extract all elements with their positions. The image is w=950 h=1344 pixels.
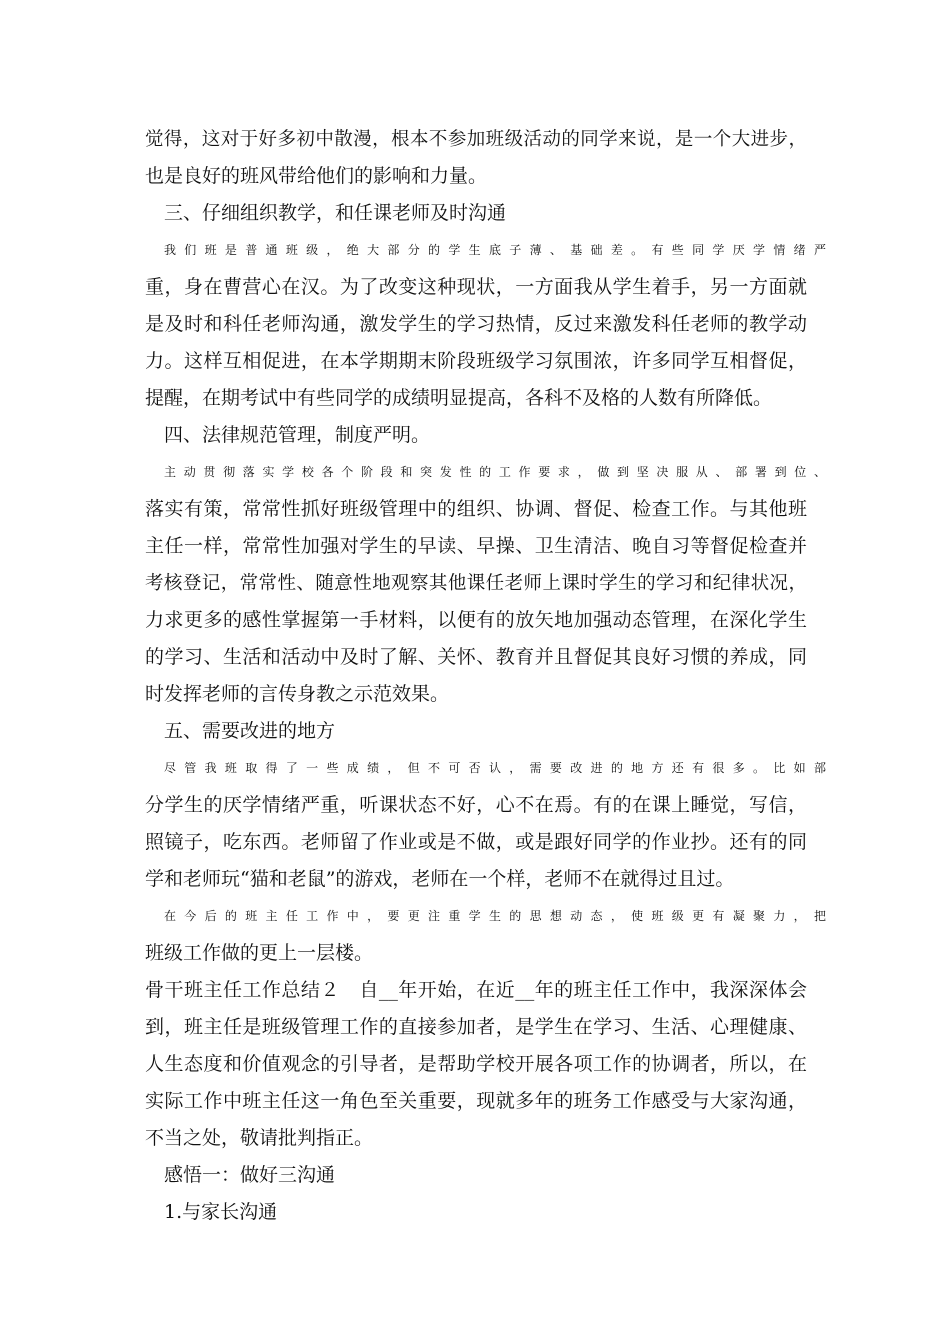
text-line: 提醒，在期考试中有些同学的成绩明显提高，各科不及格的人数有所降低。 [145, 387, 773, 409]
text-line: 重，身在曹营心在汉。为了改变这种现状，一方面我从学生着手，另一方面就 [145, 276, 807, 298]
text-line: 的学习、生活和活动中及时了解、关怀、教育并且督促其良好习惯的养成，同 [145, 646, 807, 668]
text-line: 班级工作做的更上一层楼。 [145, 942, 374, 964]
text-line: 主动贯彻落实学校各个阶段和突发性的工作要求，做到坚决服从、部署到位、 [164, 465, 826, 479]
section-heading: 四、法律规范管理，制度严明。 [164, 424, 431, 446]
text-line: 人生态度和价值观念的引导者，是帮助学校开展各项工作的协调者，所以，在 [145, 1053, 807, 1075]
text-line: 尽管我班取得了一些成绩，但不可否认，需要改进的地方还有很多。比如部 [164, 761, 826, 775]
section-heading: 三、仔细组织教学，和任课老师及时沟通 [164, 202, 507, 224]
text-line: 我们班是普通班级，绝大部分的学生底子薄、基础差。有些同学厌学情绪严 [164, 243, 826, 257]
text-line: 考核登记，常常性、随意性地观察其他课任老师上课时学生的学习和纪律状况， [145, 573, 807, 594]
text-line: 实际工作中班主任这一角色至关重要，现就多年的班务工作感受与大家沟通， [145, 1090, 807, 1112]
section-heading: 感悟一：做好三沟通 [164, 1164, 336, 1186]
text-line: 觉得，这对于好多初中散漫，根本不参加班级活动的同学来说，是一个大进步， [145, 129, 807, 150]
text-line: 不当之处，敬请批判指正。 [145, 1127, 374, 1149]
text-line: 学和老师玩“猫和老鼠”的游戏，老师在一个样，老师不在就得过且过。 [145, 868, 735, 890]
text-line: 主任一样，常常性加强对学生的早读、早操、卫生清洁、晚自习等督促检查并 [145, 535, 807, 557]
text-line: 力。这样互相促进，在本学期期末阶段班级学习氛围浓，许多同学互相督促， [145, 350, 807, 372]
text-line: 落实有策，常常性抓好班级管理中的组织、协调、督促、检查工作。与其他班 [145, 498, 807, 520]
text-line: 是及时和科任老师沟通，激发学生的学习热情，反过来激发科任老师的教学动 [145, 313, 807, 335]
text-line: 分学生的厌学情绪严重，听课状态不好，心不在焉。有的在课上睡觉，写信， [145, 794, 807, 816]
text-line: 也是良好的班风带给他们的影响和力量。 [145, 165, 488, 187]
document-body [145, 121, 826, 1231]
text-line: 照镜子，吃东西。老师留了作业或是不做，或是跟好同学的作业抄。还有的同 [145, 831, 807, 853]
text-line: 在今后的班主任工作中，要更注重学生的思想动态，使班级更有凝聚力，把 [164, 909, 826, 923]
text-line: 到，班主任是班级管理工作的直接参加者，是学生在学习、生活、心理健康、 [145, 1016, 807, 1038]
text-line: 时发挥老师的言传身教之示范效果。 [145, 683, 450, 705]
section-heading: 五、需要改进的地方 [164, 720, 336, 742]
subsection-heading: 1.与家长沟通 [164, 1201, 278, 1223]
text-line: 力求更多的感性掌握第一手材料，以便有的放矢地加强动态管理，在深化学生 [145, 609, 807, 631]
document-title-line: 骨干班主任工作总结２ 自__年开始，在近__年的班主任工作中，我深深体会 [145, 979, 807, 1001]
